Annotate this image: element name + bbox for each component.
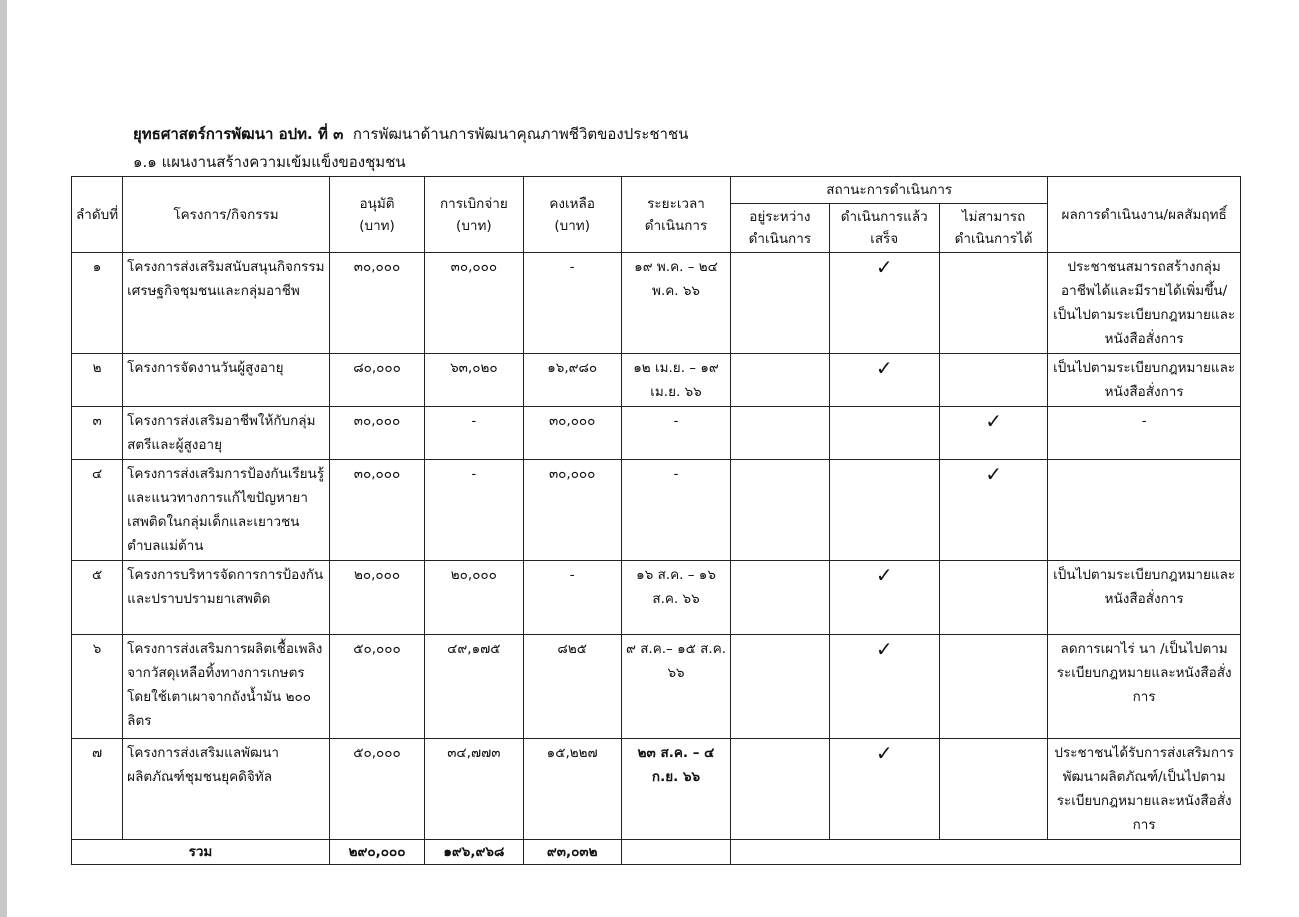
status-in-progress-cell — [731, 354, 829, 407]
row-number: ๒ — [72, 354, 123, 407]
check-icon: ✓ — [985, 462, 1002, 486]
project-name: โครงการส่งเสริมการป้องกันเรียนรู้ และแนวทางการแก้ไขปัญหายาเสพติดในกลุ่มเด็กและเยาวชนตำบลแม่ต้าน — [123, 460, 330, 561]
project-name: โครงการบริหารจัดการการป้องกันและปราบปรามยาเสพติด — [123, 561, 330, 635]
disbursed-amount: - — [425, 407, 523, 460]
remaining-amount: - — [523, 561, 621, 635]
col-header-remaining: คงเหลือ (บาท) — [523, 177, 621, 253]
row-number: ๑ — [72, 253, 123, 354]
row-number: ๕ — [72, 561, 123, 635]
table-row — [72, 739, 1241, 840]
strategy-heading — [133, 123, 688, 145]
table-row — [72, 407, 1241, 460]
result-text: เป็นไปตามระเบียบกฎหมายและหนังสือสั่งการ — [1048, 561, 1241, 635]
result-text: ประชาชนสมารถสร้างกลุ่มอาชีพได้และมีรายได้เพิ่มขึ้น/เป็นไปตามระเบียบกฎหมายและหนังสือสั่งการ — [1048, 253, 1241, 354]
period-text: ๑๒ เม.ย. – ๑๙ เม.ย. ๖๖ — [621, 354, 730, 407]
result-text: ประชาชนได้รับการส่งเสริมการพัฒนาผลิตภัณฑ์/เป็นไปตามระเบียบกฎหมายและหนังสือสั่งการ — [1048, 739, 1241, 840]
remaining-amount: ๓๐,๐๐๐ — [523, 460, 621, 561]
disbursed-amount: - — [425, 460, 523, 561]
status-unable-cell — [939, 739, 1047, 840]
status-done-cell — [829, 460, 939, 561]
approved-amount: ๕๐,๐๐๐ — [329, 635, 424, 739]
col-header-period: ระยะเวลา ดำเนินการ — [621, 177, 730, 253]
result-text: เป็นไปตามระเบียบกฎหมายและหนังสือสั่งการ — [1048, 354, 1241, 407]
period-text: - — [621, 460, 730, 561]
status-done-cell — [829, 354, 939, 407]
approved-amount: ๕๐,๐๐๐ — [329, 739, 424, 840]
table-row — [72, 253, 1241, 354]
status-unable-cell — [939, 253, 1047, 354]
check-icon: ✓ — [875, 563, 893, 587]
col-header-unable: ไม่สามารถดำเนินการได้ — [939, 204, 1047, 253]
status-in-progress-cell — [731, 460, 829, 561]
status-in-progress-cell — [731, 253, 829, 354]
status-in-progress-cell — [731, 561, 829, 635]
strategy-title: การพัฒนาด้านการพัฒนาคุณภาพชีวิตของประชาชน — [352, 125, 689, 143]
disbursed-amount: ๓๐,๐๐๐ — [425, 253, 523, 354]
table-row — [72, 561, 1241, 635]
remaining-amount: ๓๐,๐๐๐ — [523, 407, 621, 460]
disbursed-amount: ๒๐,๐๐๐ — [425, 561, 523, 635]
status-unable-cell — [939, 407, 1047, 460]
col-header-status: สถานะการดำเนินการ — [731, 177, 1048, 204]
total-row — [72, 840, 1241, 865]
col-header-in-progress: อยู่ระหว่างดำเนินการ — [731, 204, 829, 253]
table-row — [72, 460, 1241, 561]
period-text: ๑๖ ส.ค. – ๑๖ ส.ค. ๖๖ — [621, 561, 730, 635]
remaining-amount: ๑๕,๒๒๗ — [523, 739, 621, 840]
col-header-done: ดำเนินการแล้วเสร็จ — [829, 204, 939, 253]
approved-amount: ๓๐,๐๐๐ — [329, 253, 424, 354]
status-in-progress-cell — [731, 407, 829, 460]
status-done-cell — [829, 561, 939, 635]
project-name: โครงการส่งเสริมแลพัฒนาผลิตภัณฑ์ชุมชนยุคดิจิทัล — [123, 739, 330, 840]
total-disbursed: ๑๙๖,๙๖๘ — [425, 840, 523, 865]
project-name: โครงการส่งเสริมอาชีพให้กับกลุ่มสตรีและผู้สูงอายุ — [123, 407, 330, 460]
project-name: โครงการจัดงานวันผู้สูงอายุ — [123, 354, 330, 407]
plan-title: ๑.๑ แผนงานสร้างความเข้มแข็งของชุมชน — [133, 153, 406, 171]
status-done-cell — [829, 253, 939, 354]
result-text — [1048, 460, 1241, 561]
approved-amount: ๒๐,๐๐๐ — [329, 561, 424, 635]
approved-amount: ๘๐,๐๐๐ — [329, 354, 424, 407]
project-name: โครงการส่งเสริมสนับสนุนกิจกรรมเศรษฐกิจชุมชนและกลุ่มอาชีพ — [123, 253, 330, 354]
status-unable-cell — [939, 354, 1047, 407]
remaining-amount: - — [523, 253, 621, 354]
col-header-disbursed: การเบิกจ่าย (บาท) — [425, 177, 523, 253]
row-number: ๓ — [72, 407, 123, 460]
col-header-approved: อนุมัติ (บาท) — [329, 177, 424, 253]
row-number: ๗ — [72, 739, 123, 840]
col-header-no: ลำดับที่ — [72, 177, 123, 253]
col-header-result: ผลการดำเนินงาน/ผลสัมฤทธิ์ — [1048, 177, 1241, 253]
row-number: ๔ — [72, 460, 123, 561]
col-header-project: โครงการ/กิจกรรม — [123, 177, 330, 253]
check-icon: ✓ — [985, 409, 1002, 433]
strategy-label: ยุทธศาสตร์การพัฒนา อปท. ที่ ๓ — [133, 125, 344, 143]
status-done-cell — [829, 407, 939, 460]
total-period — [621, 840, 730, 865]
total-approved: ๒๙๐,๐๐๐ — [329, 840, 424, 865]
result-text: - — [1048, 407, 1241, 460]
period-text: - — [621, 407, 730, 460]
table-row — [72, 635, 1241, 739]
status-unable-cell — [939, 460, 1047, 561]
row-number: ๖ — [72, 635, 123, 739]
approved-amount: ๓๐,๐๐๐ — [329, 460, 424, 561]
status-unable-cell — [939, 635, 1047, 739]
disbursed-amount: ๔๙,๑๗๕ — [425, 635, 523, 739]
status-done-cell — [829, 635, 939, 739]
status-in-progress-cell — [731, 635, 829, 739]
remaining-amount: ๑๖,๙๘๐ — [523, 354, 621, 407]
status-done-cell — [829, 739, 939, 840]
period-text: ๙ ส.ค.– ๑๕ ส.ค. ๖๖ — [621, 635, 730, 739]
approved-amount: ๓๐,๐๐๐ — [329, 407, 424, 460]
total-remaining: ๙๓,๐๓๒ — [523, 840, 621, 865]
remaining-amount: ๘๒๕ — [523, 635, 621, 739]
table-row — [72, 354, 1241, 407]
check-icon: ✓ — [875, 741, 893, 765]
disbursed-amount: ๖๓,๐๒๐ — [425, 354, 523, 407]
project-name: โครงการส่งเสริมการผลิตเชื้อเพลิงจากวัสดุเหลือทิ้งทางการเกษตรโดยใช้เตาเผาจากถังน้ำมัน ๒๐๐ ลิตร — [123, 635, 330, 739]
period-text: ๒๓ ส.ค. – ๔ ก.ย. ๖๖ — [621, 739, 730, 840]
header-row-1 — [72, 177, 1241, 204]
period-text: ๑๙ พ.ค. – ๒๔ พ.ค. ๖๖ — [621, 253, 730, 354]
check-icon: ✓ — [875, 356, 893, 380]
check-icon: ✓ — [875, 255, 893, 279]
scan-edge — [0, 0, 7, 917]
check-icon: ✓ — [875, 637, 893, 661]
total-label: รวม — [72, 840, 330, 865]
status-unable-cell — [939, 561, 1047, 635]
status-in-progress-cell — [731, 739, 829, 840]
total-status — [731, 840, 1241, 865]
result-text: ลดการเผาไร่ นา /เป็นไปตามระเบียบกฎหมายและหนังสือสั่งการ — [1048, 635, 1241, 739]
disbursed-amount: ๓๔,๗๗๓ — [425, 739, 523, 840]
project-table — [71, 176, 1241, 865]
